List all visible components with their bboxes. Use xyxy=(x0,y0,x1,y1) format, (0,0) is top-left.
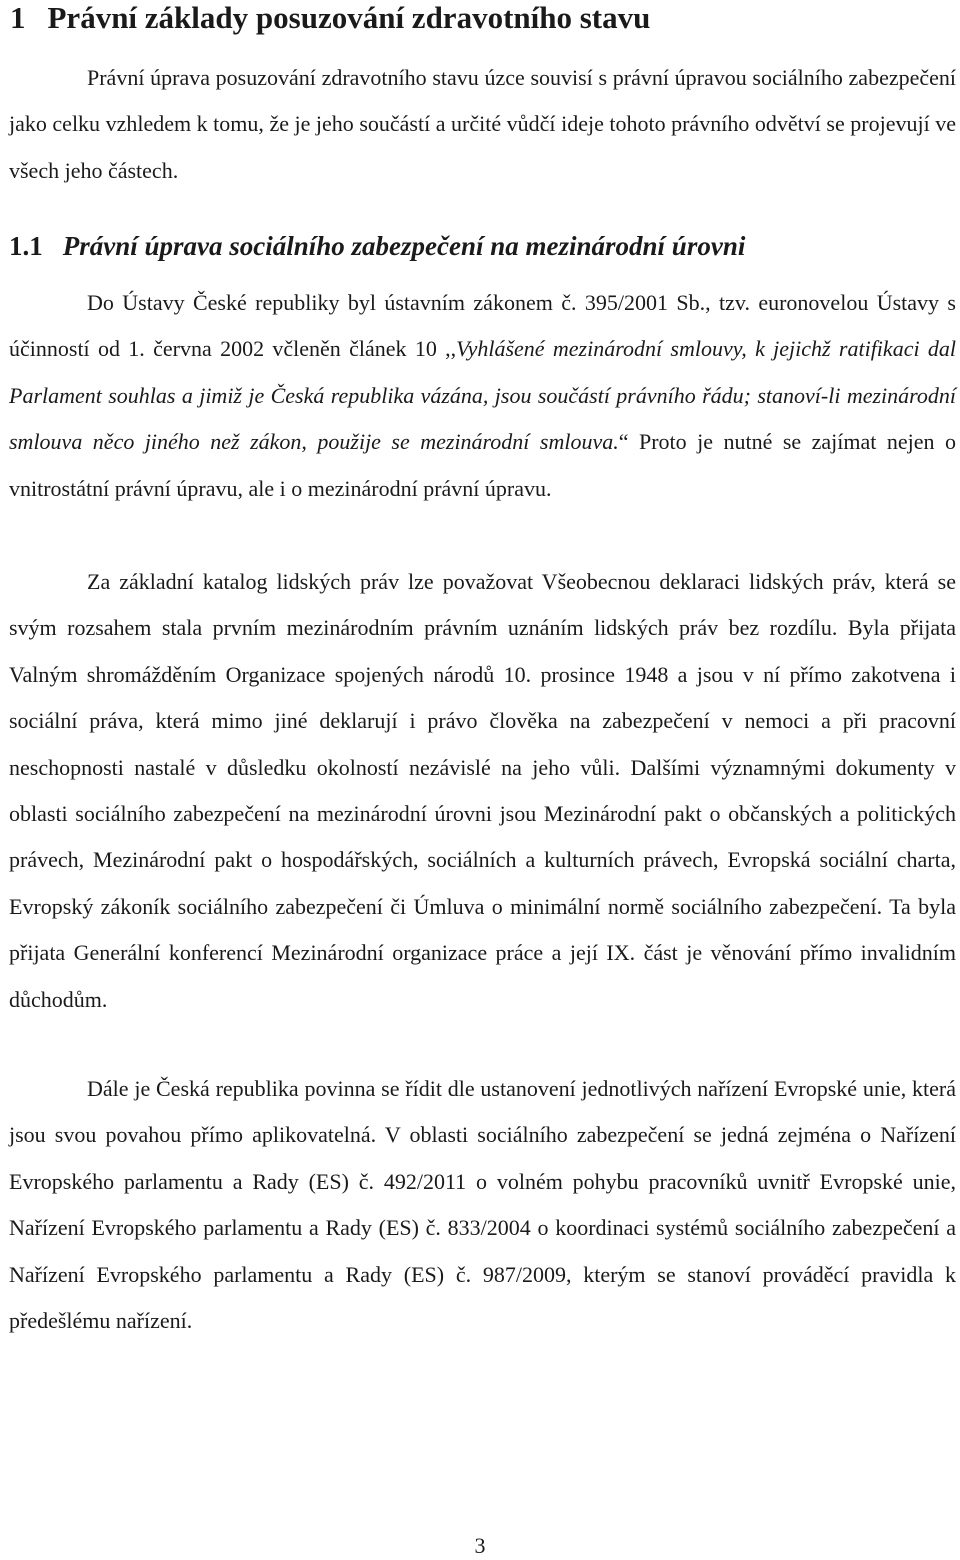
chapter-number: 1 xyxy=(10,0,26,35)
paragraph-constitution xyxy=(9,280,956,512)
section-title: Právní úprava sociálního zabezpečení na mezinárodní úrovni xyxy=(62,231,746,261)
page-number: 3 xyxy=(474,1533,486,1558)
section-number: 1.1 xyxy=(9,231,43,261)
paragraph-constitution-text-1: Do Ústavy České republiky byl ústavním zákonem č. 395/2001 Sb., tzv. euronovelou Ústavy s účinností od 1. června 2002 včleněn článek 10 ,, xyxy=(9,290,956,362)
paragraph-human-rights: Za základní katalog lidských práv lze považovat Všeobecnou deklaraci lidských práv, která se svým rozsahem stala prvním mezinárodním právním uznáním lidských práv bez rozdílu. Byla přijata Valným shromážděním Organizace spojených národů 10. prosince 1948 a jsou v ní přímo zakotvena i sociální práva, která mimo jiné deklarují i právo člověka na zabezpečení v nemoci a při pracovní neschopnosti nastalé v důsledku okolností nezávislé na jeho vůli. Dalšími významnými dokumenty v oblasti sociálního zabezpečení na mezinárodní úrovni jsou Mezinárodní pakt o občanských a politických právech, Mezinárodní pakt o hospodářských, sociálních a kulturních právech, Evropská sociální charta, Evropský zákoník sociálního zabezpečení či Úmluva o minimální normě sociálního zabezpečení. Ta byla přijata Generální konferencí Mezinárodní organizace práce a její IX. část je věnování přímo invalidním důchodům. xyxy=(9,569,956,1012)
chapter-title: Právní základy posuzování zdravotního stavu xyxy=(47,0,651,35)
chapter-heading xyxy=(10,0,650,38)
paragraph-constitution-text-2: “ Proto je nutné se zajímat nejen o vnitrostátní právní úpravu, ale i o mezinárodní právní úpravu. xyxy=(9,429,956,501)
paragraph-intro: Právní úprava posuzování zdravotního stavu úzce souvisí s právní úpravou sociálního zabezpečení jako celku vzhledem k tomu, že je jeho součástí a určité vůdčí ideje tohoto právního odvětví se projevují ve všech jeho částech. xyxy=(9,65,956,183)
paragraph-eu-regulations: Dále je Česká republika povinna se řídit dle ustanovení jednotlivých nařízení Evropské unie, která jsou svou povahou přímo aplikovatelná. V oblasti sociálního zabezpečení se jedná zejména o Nařízení Evropského parlamentu a Rady (ES) č. 492/2011 o volném pohybu pracovníků uvnitř Evropské unie, Nařízení Evropského parlamentu a Rady (ES) č. 833/2004 o koordinaci systémů sociálního zabezpečení a Nařízení Evropského parlamentu a Rady (ES) č. 987/2009, kterým se stanoví prováděcí pravidla k předešlému nařízení. xyxy=(9,1076,956,1334)
article-10-quote: Vyhlášené mezinárodní smlouvy, k jejichž ratifikaci dal Parlament souhlas a jimiž je Česká republika vázána, jsou součástí právního řádu; stanoví-li mezinárodní smlouva něco jiného než zákon, použije se mezinárodní smlouva. xyxy=(9,336,956,455)
section-heading xyxy=(9,228,745,264)
